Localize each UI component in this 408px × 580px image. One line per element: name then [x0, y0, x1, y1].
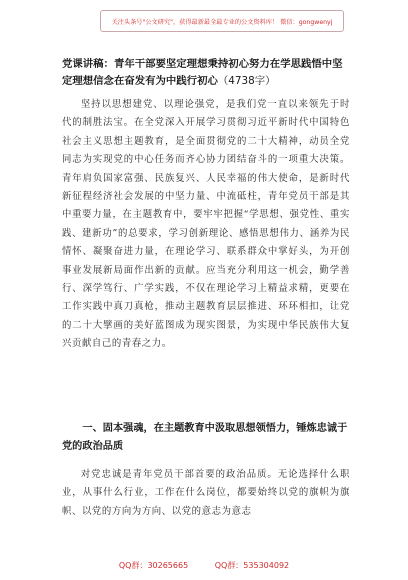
- section-heading-1: 一、固本强魂，在主题教育中汲取思想领悟力，锤炼忠诚于党的政治品质: [62, 423, 348, 452]
- footer-contacts: [0, 560, 408, 571]
- word-count: （4738字）: [217, 75, 276, 87]
- paragraph-2: 对党忠诚是青年党员干部首要的政治品质。无论选择什么职业，从事什么行业，工作在什么岗位，都要始终以党的旗帜为旗帜、以党的方向为方向、以党的意志为意志: [62, 469, 350, 517]
- qq-group-1: QQ群：30265665: [118, 561, 189, 570]
- qq-group-2: QQ群：535304092: [214, 561, 290, 570]
- document-title: [62, 56, 352, 90]
- promo-banner: [100, 10, 344, 32]
- title-text: 党课讲稿：青年干部要坚定理想秉持初心努力在学思践悟中坚定理想信念在奋发有为中践行初心: [62, 58, 343, 87]
- promo-text: 关注头条号"公文研究"，获得最新最全最专业的公文资料库！: [111, 18, 279, 26]
- paragraph-2-container: [62, 466, 350, 556]
- wechat-id: 微信：gongwenyj: [280, 18, 333, 26]
- paragraph-intro: 坚持以思想建党、以理论强党，是我们党一直以来领先于时代的制胜法宝。在全党深入开展学习贯彻习近平新时代中国特色社会主义思想主题教育，是全面贯彻党的二十大精神，动员全党同志为实现党的中心任务而齐心协力团结奋斗的一项重大决策。青年肩负国家富强、民族复兴、人民幸福的伟大使命，是新时代新征程经济社会发展的中坚力量、中流砥柱，青年党员干部是其中重要力量，在主题教育中，要牢牢把握“学思想、强党性、重实践、建新功”的总要求，学习创新理论、感悟思想伟力、涵养为民情怀、凝聚奋进力量，在理论学习、联系群众中掌好头，为开创事业发展新局面作出新的贡献。应当充分利用这一机会，勤学善行、深学笃行、广学实践，不仅在理论学习上精益求精，更要在工作实践中真刀真枪，推动主题教育层层推进、环环相扣，让党的二十大擘画的美好蓝图成为现实图景，为实现中华民族伟大复兴贡献自己的青春之力。: [62, 99, 350, 350]
